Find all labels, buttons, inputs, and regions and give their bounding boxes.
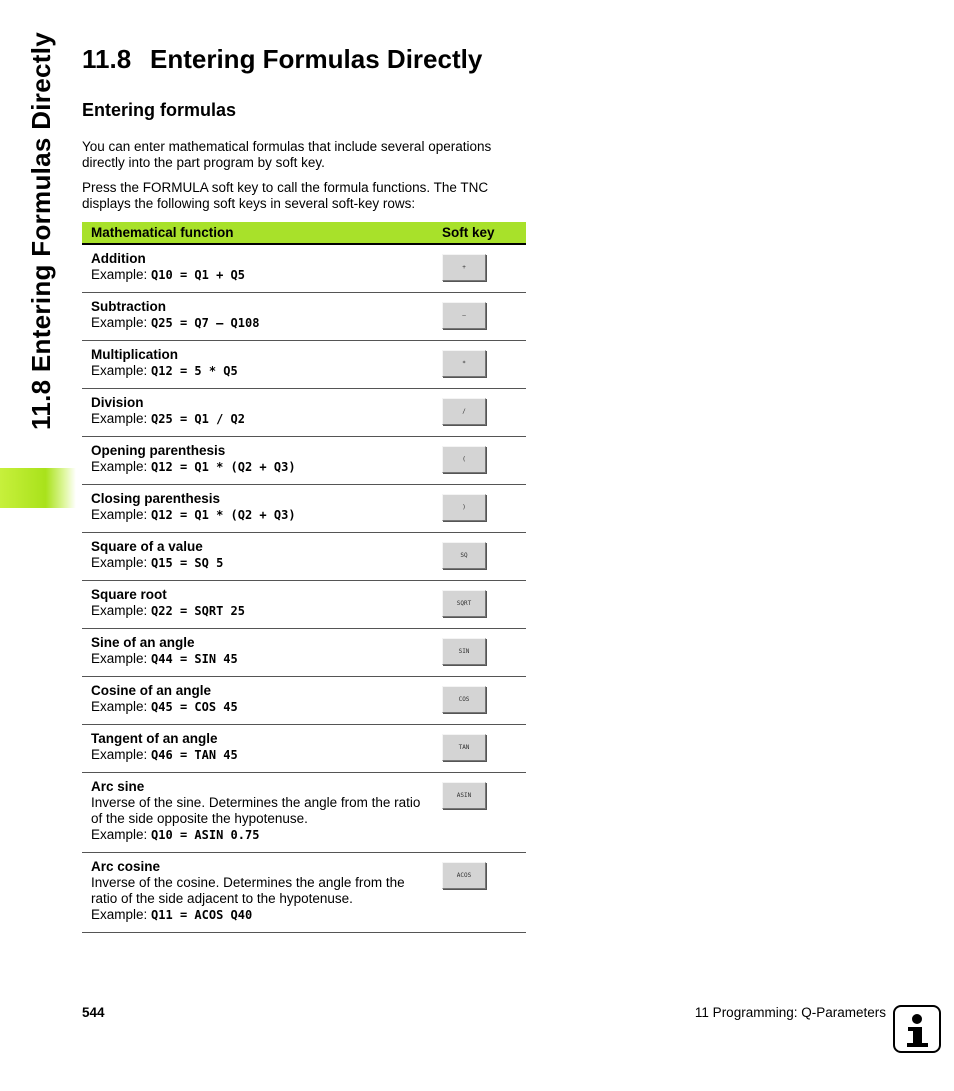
function-cell — [82, 533, 442, 581]
function-example — [91, 699, 432, 715]
example-code: Q15 = SQ 5 — [151, 556, 224, 570]
function-example — [91, 459, 432, 475]
softkey-2[interactable]: – — [442, 302, 486, 329]
example-code: Q12 = Q1 * (Q2 + Q3) — [151, 460, 296, 474]
example-label: Example: — [91, 747, 148, 762]
softkey-cell — [442, 533, 526, 581]
table-row — [82, 341, 526, 389]
table-row — [82, 629, 526, 677]
table-row — [82, 533, 526, 581]
function-cell — [82, 725, 442, 773]
example-label: Example: — [91, 827, 148, 842]
softkey-3[interactable]: * — [442, 350, 486, 377]
table-row — [82, 437, 526, 485]
softkey-9[interactable]: SIN — [442, 638, 486, 665]
function-cell — [82, 485, 442, 533]
softkey-cell — [442, 437, 526, 485]
example-code: Q44 = SIN 45 — [151, 652, 238, 666]
function-cell — [82, 293, 442, 341]
example-code: Q10 = Q1 + Q5 — [151, 268, 245, 282]
example-code: Q10 = ASIN 0.75 — [151, 828, 260, 842]
intro-paragraph-1: You can enter mathematical formulas that include several operations directly into the part program by soft key. — [82, 139, 492, 170]
table-row — [82, 725, 526, 773]
function-example — [91, 747, 432, 763]
side-chapter-tab — [0, 468, 76, 508]
function-cell — [82, 677, 442, 725]
function-name: Tangent of an angle — [91, 731, 218, 746]
table-row — [82, 293, 526, 341]
subheading: Entering formulas — [82, 100, 237, 120]
table-row — [82, 244, 526, 293]
example-label: Example: — [91, 363, 148, 378]
function-name: Square root — [91, 587, 167, 602]
softkey-12[interactable]: ASIN — [442, 782, 486, 809]
section-heading — [82, 44, 482, 75]
table-row — [82, 773, 526, 853]
function-example — [91, 315, 432, 331]
function-example — [91, 411, 432, 427]
function-name: Arc cosine — [91, 859, 161, 874]
function-example — [91, 907, 432, 923]
softkey-cell — [442, 629, 526, 677]
function-cell — [82, 853, 442, 933]
function-example — [91, 603, 432, 619]
table-row — [82, 853, 526, 933]
table-row — [82, 389, 526, 437]
function-name: Sine of an angle — [91, 635, 195, 650]
info-icon — [893, 1005, 941, 1053]
example-label: Example: — [91, 651, 148, 666]
function-description: Inverse of the sine. Determines the angle from the ratio of the side opposite the hypotenuse. — [91, 795, 421, 826]
function-cell — [82, 629, 442, 677]
example-label: Example: — [91, 267, 148, 282]
function-name: Multiplication — [91, 347, 178, 362]
softkey-cell — [442, 293, 526, 341]
function-cell — [82, 244, 442, 293]
function-cell — [82, 341, 442, 389]
softkey-5[interactable]: ( — [442, 446, 486, 473]
function-cell — [82, 581, 442, 629]
function-name: Subtraction — [91, 299, 167, 314]
function-cell — [82, 389, 442, 437]
softkey-cell — [442, 853, 526, 933]
page-number: 544 — [82, 1005, 105, 1020]
function-cell — [82, 773, 442, 853]
example-code: Q12 = 5 * Q5 — [151, 364, 238, 378]
chapter-footer: 11 Programming: Q-Parameters — [694, 1005, 886, 1020]
section-title: Entering Formulas Directly — [150, 44, 483, 74]
table-row — [82, 677, 526, 725]
function-example — [91, 827, 432, 843]
function-description: Inverse of the cosine. Determines the angle from the ratio of the side adjacent to the hypotenuse. — [91, 875, 405, 906]
softkey-cell — [442, 581, 526, 629]
table-header-row — [82, 222, 526, 244]
function-name: Opening parenthesis — [91, 443, 226, 458]
function-name: Addition — [91, 251, 146, 266]
softkey-cell — [442, 389, 526, 437]
function-cell — [82, 437, 442, 485]
softkey-11[interactable]: TAN — [442, 734, 486, 761]
intro-paragraph-2: Press the FORMULA soft key to call the formula functions. The TNC displays the following soft keys in several soft-key rows: — [82, 180, 489, 211]
function-name: Division — [91, 395, 144, 410]
side-chapter-title: 11.8 Entering Formulas Directly — [26, 32, 56, 430]
softkey-cell — [442, 725, 526, 773]
example-label: Example: — [91, 699, 148, 714]
softkey-4[interactable]: / — [442, 398, 486, 425]
formula-table — [82, 222, 526, 933]
function-name: Cosine of an angle — [91, 683, 212, 698]
softkey-6[interactable]: ) — [442, 494, 486, 521]
function-name: Arc sine — [91, 779, 145, 794]
example-label: Example: — [91, 411, 148, 426]
function-example — [91, 267, 432, 283]
softkey-1[interactable]: + — [442, 254, 486, 281]
table-body — [82, 244, 526, 933]
softkey-cell — [442, 485, 526, 533]
softkey-cell — [442, 677, 526, 725]
example-label: Example: — [91, 315, 148, 330]
function-name: Square of a value — [91, 539, 203, 554]
example-label: Example: — [91, 459, 148, 474]
example-code: Q11 = ACOS Q40 — [151, 908, 253, 922]
softkey-10[interactable]: COS — [442, 686, 486, 713]
softkey-7[interactable]: SQ — [442, 542, 486, 569]
example-label: Example: — [91, 603, 148, 618]
example-label: Example: — [91, 507, 148, 522]
example-code: Q45 = COS 45 — [151, 700, 238, 714]
table-row — [82, 485, 526, 533]
example-code: Q22 = SQRT 25 — [151, 604, 245, 618]
example-code: Q25 = Q7 – Q108 — [151, 316, 260, 330]
function-example — [91, 651, 432, 667]
function-name: Closing parenthesis — [91, 491, 221, 506]
example-label: Example: — [91, 907, 148, 922]
function-example — [91, 507, 432, 523]
softkey-cell — [442, 773, 526, 853]
section-number: 11.8 — [82, 44, 132, 74]
example-code: Q12 = Q1 * (Q2 + Q3) — [151, 508, 296, 522]
column-header-softkey: Soft key — [442, 222, 526, 244]
softkey-cell — [442, 341, 526, 389]
table-row — [82, 581, 526, 629]
example-code: Q46 = TAN 45 — [151, 748, 238, 762]
example-code: Q25 = Q1 / Q2 — [151, 412, 245, 426]
function-example — [91, 555, 432, 571]
softkey-cell — [442, 244, 526, 293]
softkey-8[interactable]: SQRT — [442, 590, 486, 617]
function-example — [91, 363, 432, 379]
softkey-13[interactable]: ACOS — [442, 862, 486, 889]
example-label: Example: — [91, 555, 148, 570]
column-header-function: Mathematical function — [82, 222, 442, 244]
